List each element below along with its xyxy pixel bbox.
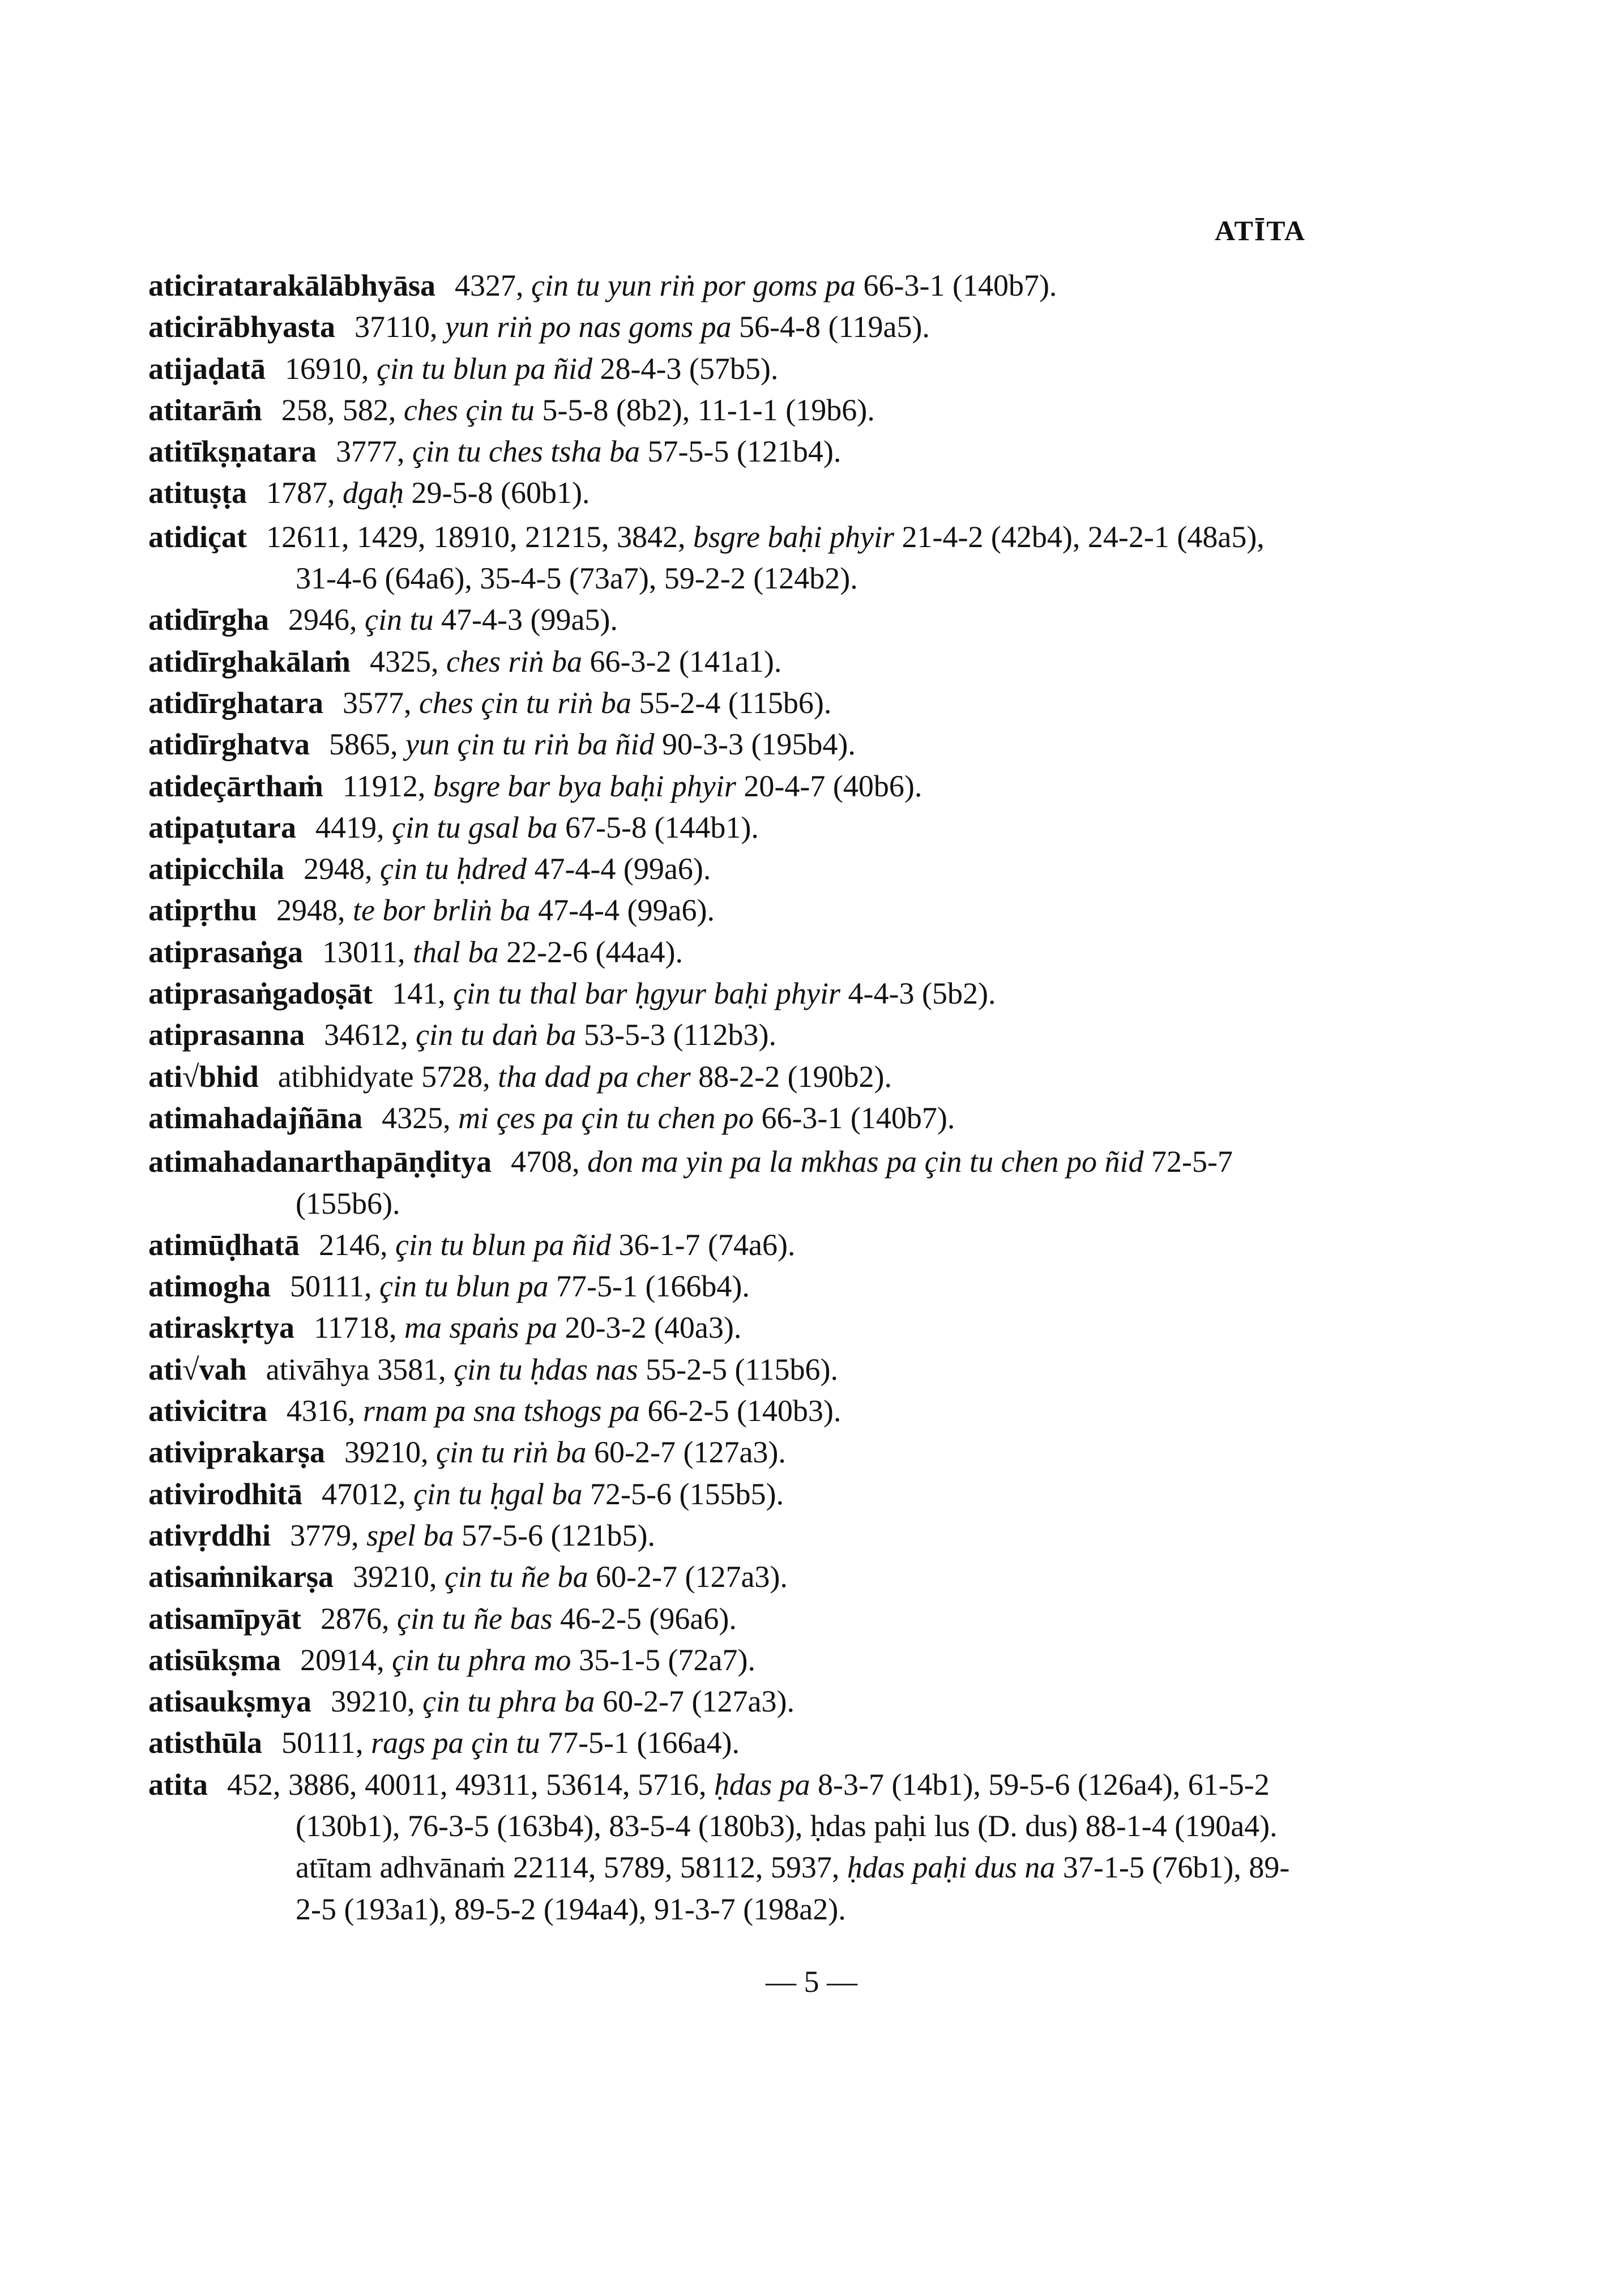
- citation: 5-5-8 (8b2), 11-1-1 (19b6).: [542, 392, 875, 427]
- tibetan-equivalent: çin tu ñe bas: [397, 1601, 553, 1636]
- headword: atiraskṛtya: [148, 1311, 294, 1345]
- tibetan-equivalent: spel ba: [366, 1518, 454, 1552]
- refs: 4325,: [382, 1100, 451, 1135]
- tibetan-equivalent: ma spaṅs pa: [404, 1311, 557, 1345]
- citation: 37-1-5 (76b1), 89-2-5 (193a1), 89-5-2 (194a4), 91-3-7 (198a2).: [296, 1850, 1290, 1926]
- citation: 8-3-7 (14b1), 59-5-6 (126a4), 61-5-2 (130b1), 76-3-5 (163b4), 83-5-4 (180b3), ḥdas paḥi lus (D. dus) 88-1-4 (190a4).: [296, 1767, 1278, 1843]
- refs: 452, 3886, 40011, 49311, 53614, 5716,: [227, 1767, 707, 1802]
- dictionary-entry: [148, 973, 1309, 1014]
- tibetan-equivalent: thal ba: [413, 934, 499, 969]
- citation: 66-2-5 (140b3).: [647, 1394, 842, 1428]
- refs: 2146,: [319, 1227, 388, 1262]
- dictionary-entry: [148, 390, 1309, 431]
- headword: atidīrghatva: [148, 727, 310, 762]
- tibetan-equivalent: ches çin tu: [403, 392, 535, 427]
- citation: 57-5-6 (121b5).: [462, 1518, 655, 1552]
- dictionary-entry: [148, 1722, 1309, 1764]
- tibetan-equivalent: tha dad pa cher: [498, 1059, 691, 1094]
- headword: atita: [148, 1767, 208, 1802]
- refs: 3777,: [336, 434, 405, 469]
- refs: 2876,: [321, 1601, 390, 1636]
- dictionary-entry: [148, 1764, 1309, 1847]
- dictionary-entry: [148, 472, 1309, 514]
- dictionary-entry: [148, 807, 1309, 848]
- dictionary-entry: [148, 1556, 1309, 1598]
- tibetan-equivalent: ches riṅ ba: [446, 644, 583, 678]
- headword: aticirābhyasta: [148, 310, 335, 344]
- headword: ati√vah: [148, 1352, 247, 1386]
- headword: atipicchila: [148, 852, 284, 886]
- tibetan-equivalent: yun riṅ po nas goms pa: [445, 310, 732, 344]
- citation: 53-5-3 (112b3).: [584, 1018, 776, 1052]
- citation: 67-5-8 (144b1).: [565, 810, 759, 844]
- refs: 50111,: [281, 1726, 364, 1760]
- tibetan-equivalent: ḥdas pa: [714, 1767, 810, 1802]
- refs: 1787,: [266, 476, 335, 510]
- dictionary-entry: [148, 1515, 1309, 1556]
- citation: 72-5-7 (155b6).: [296, 1145, 1233, 1220]
- refs: 12611, 1429, 18910, 21215, 3842,: [266, 519, 686, 554]
- tibetan-equivalent: çin tu ḥdas nas: [454, 1352, 638, 1386]
- refs: 4316,: [286, 1394, 356, 1428]
- refs: 258, 582,: [281, 392, 396, 427]
- dictionary-entry: [148, 641, 1309, 682]
- dictionary-entry: [148, 348, 1309, 390]
- dictionary-entry: [148, 1307, 1309, 1348]
- refs: 141,: [392, 976, 446, 1011]
- tibetan-equivalent: çin tu riṅ ba: [436, 1435, 587, 1470]
- dictionary-entry: [148, 1098, 1309, 1139]
- refs: 2948,: [276, 893, 345, 928]
- citation: 46-2-5 (96a6).: [559, 1601, 737, 1636]
- citation: 36-1-7 (74a6).: [618, 1227, 796, 1262]
- dictionary-entry: [148, 1014, 1309, 1056]
- dictionary-entry: [148, 265, 1309, 306]
- dictionary-entry: [148, 1266, 1309, 1307]
- refs: 11718,: [313, 1311, 397, 1345]
- citation: 28-4-3 (57b5).: [600, 351, 779, 386]
- tibetan-equivalent: çin tu ḥdred: [380, 852, 527, 886]
- dictionary-entry: [148, 599, 1309, 641]
- tibetan-equivalent: çin tu daṅ ba: [416, 1018, 576, 1052]
- tibetan-equivalent: çin tu ñe ba: [445, 1560, 588, 1594]
- citation: 20-4-7 (40b6).: [744, 769, 922, 803]
- refs: 39210,: [331, 1684, 415, 1719]
- dictionary-entry: [148, 517, 1309, 600]
- refs: ativāhya 3581,: [266, 1352, 446, 1386]
- citation: 55-2-4 (115b6).: [639, 685, 832, 720]
- tibetan-equivalent: ḥdas paḥi dus na: [847, 1850, 1056, 1885]
- dictionary-entry: [148, 848, 1309, 890]
- headword: atisaṁnikarṣa: [148, 1560, 334, 1594]
- citation: 66-3-1 (140b7).: [761, 1100, 955, 1135]
- citation: 4-4-3 (5b2).: [848, 976, 996, 1011]
- citation: 47-4-3 (99a5).: [441, 603, 618, 637]
- refs: 3779,: [290, 1518, 359, 1552]
- headword: atideçārthaṁ: [148, 769, 323, 803]
- dictionary-entries: [148, 265, 1309, 1930]
- dictionary-entry: [148, 932, 1309, 973]
- citation: 77-5-1 (166b4).: [556, 1269, 750, 1304]
- citation: 35-1-5 (72a7).: [579, 1642, 755, 1677]
- citation: 66-3-1 (140b7).: [863, 268, 1057, 302]
- refs: 4708,: [511, 1145, 580, 1179]
- refs: 39210,: [353, 1560, 437, 1594]
- dictionary-entry: [148, 724, 1309, 765]
- headword: atitarāṁ: [148, 392, 262, 427]
- refs: 34612,: [324, 1018, 408, 1052]
- tibetan-equivalent: çin tu gsal ba: [391, 810, 558, 844]
- citation: 56-4-8 (119a5).: [739, 310, 930, 344]
- tibetan-equivalent: çin tu phra ba: [422, 1684, 595, 1719]
- tibetan-equivalent: çin tu phra mo: [392, 1642, 571, 1677]
- dictionary-entry: [148, 1056, 1309, 1098]
- citation: 21-4-2 (42b4), 24-2-1 (48a5), 31-4-6 (64a6), 35-4-5 (73a7), 59-2-2 (124b2).: [296, 519, 1265, 596]
- headword: atisūkṣma: [148, 1642, 281, 1677]
- refs: 13011,: [322, 934, 405, 969]
- citation: 20-3-2 (40a3).: [565, 1311, 742, 1345]
- dictionary-entry: [148, 306, 1309, 348]
- citation: 77-5-1 (166a4).: [548, 1726, 740, 1760]
- citation: 66-3-2 (141a1).: [590, 644, 782, 678]
- dictionary-entry: [148, 1224, 1309, 1266]
- citation: 55-2-5 (115b6).: [646, 1352, 839, 1386]
- tibetan-equivalent: çin tu: [365, 603, 434, 637]
- dictionary-entry: [148, 766, 1309, 807]
- headword: atisthūla: [148, 1726, 263, 1760]
- refs: atibhidyate 5728,: [277, 1059, 490, 1094]
- headword: atidiçat: [148, 519, 247, 554]
- dictionary-entry: [148, 1640, 1309, 1681]
- headword: ativṛddhi: [148, 1518, 271, 1552]
- headword: atipaṭutara: [148, 810, 296, 844]
- headword: atidīrghakālaṁ: [148, 644, 351, 678]
- dictionary-entry: [148, 1598, 1309, 1640]
- tibetan-equivalent: rags pa çin tu: [371, 1726, 540, 1760]
- tibetan-equivalent: don ma yin pa la mkhas pa çin tu chen po ñid: [587, 1145, 1144, 1179]
- citation: 47-4-4 (99a6).: [538, 893, 715, 928]
- tibetan-equivalent: çin tu blun pa ñid: [376, 351, 592, 386]
- headword: atisamīpyāt: [148, 1601, 301, 1636]
- citation: 88-2-2 (190b2).: [698, 1059, 892, 1094]
- atita-sub-entry: [148, 1847, 1309, 1930]
- dictionary-entry: [148, 431, 1309, 472]
- headword: atidīrghatara: [148, 685, 323, 720]
- citation: 29-5-8 (60b1).: [411, 476, 590, 510]
- headword: ativiprakarṣa: [148, 1435, 326, 1470]
- headword: atidīrgha: [148, 603, 270, 637]
- refs: 50111,: [290, 1269, 372, 1304]
- refs: 4419,: [315, 810, 385, 844]
- tibetan-equivalent: ches çin tu riṅ ba: [418, 685, 631, 720]
- tibetan-equivalent: dgaḥ: [343, 476, 404, 510]
- refs: 16910,: [284, 351, 369, 386]
- headword: atisaukṣmya: [148, 1684, 312, 1719]
- headword: atitīkṣṇatara: [148, 434, 317, 469]
- tibetan-equivalent: çin tu yun riṅ por goms pa: [531, 268, 856, 302]
- dictionary-entry: [148, 682, 1309, 724]
- dictionary-entry: [148, 1141, 1309, 1224]
- tibetan-equivalent: çin tu ches tsha ba: [412, 434, 640, 469]
- citation: 90-3-3 (195b4).: [661, 727, 856, 762]
- headword: atiprasaṅga: [148, 934, 304, 969]
- tibetan-equivalent: te bor brliṅ ba: [353, 893, 531, 928]
- headword: aticiratarakālābhyāsa: [148, 268, 435, 302]
- tibetan-equivalent: çin tu thal bar ḥgyur baḥi phyir: [453, 976, 841, 1011]
- dictionary-entry: [148, 1474, 1309, 1515]
- citation: 57-5-5 (121b4).: [647, 434, 842, 469]
- tibetan-equivalent: yun çin tu riṅ ba ñid: [405, 727, 655, 762]
- refs: 2948,: [304, 852, 373, 886]
- refs: 47012,: [322, 1476, 406, 1511]
- citation: 60-2-7 (127a3).: [594, 1435, 786, 1470]
- tibetan-equivalent: mi çes pa çin tu chen po: [458, 1100, 754, 1135]
- refs: 3577,: [342, 685, 412, 720]
- refs: 39210,: [344, 1435, 429, 1470]
- refs: atītam adhvānaṁ 22114, 5789, 58112, 5937,: [296, 1850, 840, 1885]
- headword: atijaḍatā: [148, 351, 266, 386]
- refs: 5865,: [329, 727, 398, 762]
- tibetan-equivalent: rnam pa sna tshogs pa: [362, 1394, 640, 1428]
- headword: atiprasaṅgadoṣāt: [148, 976, 373, 1011]
- refs: 20914,: [300, 1642, 385, 1677]
- refs: 11912,: [342, 769, 426, 803]
- refs: 4327,: [455, 268, 524, 302]
- headword: atimahadajñāna: [148, 1100, 363, 1135]
- headword: atiprasanna: [148, 1018, 305, 1052]
- page-number: — 5 —: [766, 1965, 857, 1999]
- running-head: ATĪTA: [1215, 215, 1306, 246]
- headword: atipṛthu: [148, 893, 258, 928]
- refs: 37110,: [355, 310, 438, 344]
- dictionary-entry: [148, 890, 1309, 931]
- dictionary-entry: [148, 1390, 1309, 1432]
- tibetan-equivalent: bsgre bar bya baḥi phyir: [433, 769, 736, 803]
- tibetan-equivalent: çin tu blun pa: [379, 1269, 549, 1304]
- tibetan-equivalent: çin tu ḥgal ba: [413, 1476, 583, 1511]
- refs: 2946,: [288, 603, 357, 637]
- dictionary-entry: [148, 1432, 1309, 1473]
- headword: ativicitra: [148, 1394, 267, 1428]
- headword: atimūḍhatā: [148, 1227, 300, 1262]
- tibetan-equivalent: bsgre baḥi phyir: [693, 519, 894, 554]
- headword: atimahadanarthapāṇḍitya: [148, 1145, 492, 1179]
- headword: atimogha: [148, 1269, 271, 1304]
- headword: ati√bhid: [148, 1059, 259, 1094]
- dictionary-entry: [148, 1681, 1309, 1722]
- tibetan-equivalent: çin tu blun pa ñid: [395, 1227, 612, 1262]
- headword: ativirodhitā: [148, 1476, 303, 1511]
- citation: 22-2-6 (44a4).: [506, 934, 683, 969]
- citation: 47-4-4 (99a6).: [534, 852, 711, 886]
- refs: 4325,: [370, 644, 439, 678]
- dictionary-entry: [148, 1349, 1309, 1390]
- headword: atituṣṭa: [148, 476, 247, 510]
- citation: 60-2-7 (127a3).: [603, 1684, 795, 1719]
- citation: 60-2-7 (127a3).: [596, 1560, 788, 1594]
- citation: 72-5-6 (155b5).: [590, 1476, 784, 1511]
